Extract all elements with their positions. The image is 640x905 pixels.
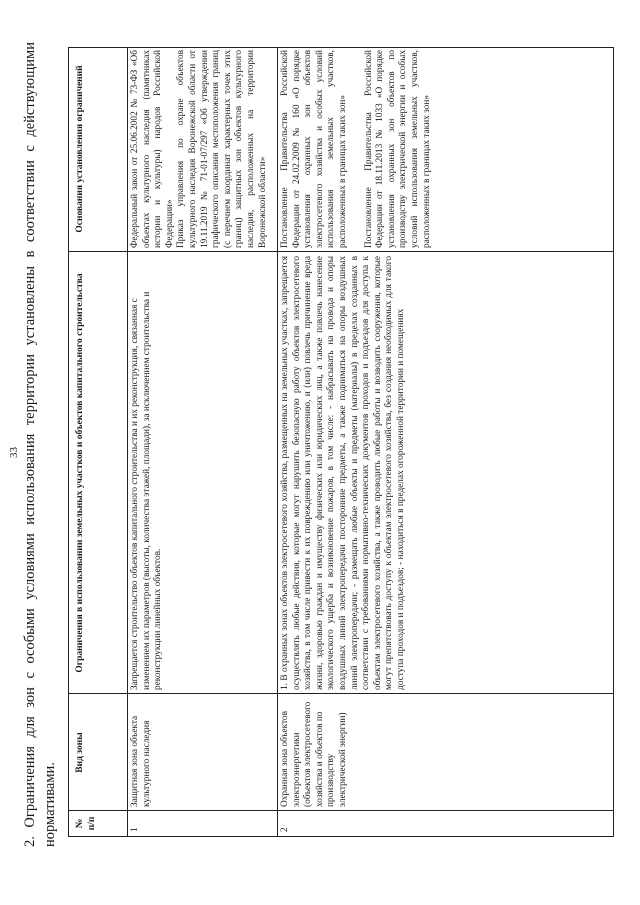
restrictions-text: 1. В охранных зонах объектов электросетевого хозяйства, размещенных на земельных участках, запрещается осуществлять любые действия, которые могут нарушить безопасную работу объектов электросетевого хозяйства, в том числе привести к их повреждению или уничтожению, и (или) повлечь причинение вреда жизни, здоровью граждан и имуществу физических или юридических лиц, а также повлечь нанесение экологического ущерба и возникновение пожаров, в том числе: - набрасывать на провода и опоры воздушных линий электропередачи посторонние предметы, а также подниматься на опоры воздушных линий электропередачи; - размещать любые объекты и предметы (материалы) в пределах созданных в соответствии с требованиями нормативно-технических документов проходов и подъездов для доступа к объектам электросетевого хозяйства, а также проводить любые работы и возводить сооружения, которые могут препятствовать доступу к объектам электросетевого хозяйства, без создания необходимых для такого доступа проходов и подъездов; - находиться в пределах огороженной территории и помещениях [280, 256, 406, 690]
basis-law: Федеральный закон от 25.06.2002 № 73-ФЗ «Об объектах культурного наследия (памятниках истории и культуры) народов Российской Федерации» [130, 50, 175, 248]
basis-order: Приказ управления по охране объектов культурного наследия Воронежской области от 19.11.2019 № 71-01-07/297 «Об утверждении графического описания местоположения границ (с перечнем координат характерных точек этих границ) защитных зон объектов культурного наследия, расположенных на территории Воронежской области» [176, 50, 268, 248]
table-header-row [69, 48, 128, 836]
basis-decree-1033: Постановление Правительства Российской Федерации от 18.11.2013 № 1033 «О порядке установления охранных зон объектов по производству электрической энергии и особых условий использования земельных участков, расположенных в границах таких зон» [363, 50, 432, 248]
restrictions-table [68, 47, 614, 837]
zone-type: Защитная зона объекта культурного наследия [130, 715, 152, 807]
page-number: 33 [8, 447, 20, 458]
header-basis: Основания установления ограничений [75, 65, 85, 233]
basis-cell [127, 46, 277, 252]
header-zone-type: Вид зоны [75, 732, 85, 773]
basis-decree-160: Постановление Правительства Российской Федерации от 24.02.2009 № 160 «О порядке установления охранных зон объектов электросетевого хозяйства и особых условий использования земельных участков, расположенных в границах таких зон» [280, 50, 348, 248]
basis-cell [277, 46, 613, 252]
header-restrictions: Ограничения в использовании земельных участков и объектов капитального строительства [75, 273, 85, 673]
section-heading: 2. Ограничения для зон с особыми условиями использования территории установлены в соответствии с действующими нормативами. [22, 42, 58, 847]
table-row [277, 48, 613, 836]
table-row [127, 48, 278, 836]
row-number: 1 [130, 827, 140, 832]
restrictions-text: Запрещается строительство объектов капитального строительства и их реконструкция, связанная с изменением их параметров (высоты, количества этажей, площади), за исключением строительства и реконструкции линейных объектов. [130, 291, 164, 690]
zone-type: Охранная зона объектов электроэнергетики (объектов электросетевого хозяйства и объектов по производству электрической энергии) [280, 701, 348, 807]
header-num: № п/п [75, 816, 97, 831]
row-number: 2 [280, 827, 290, 832]
